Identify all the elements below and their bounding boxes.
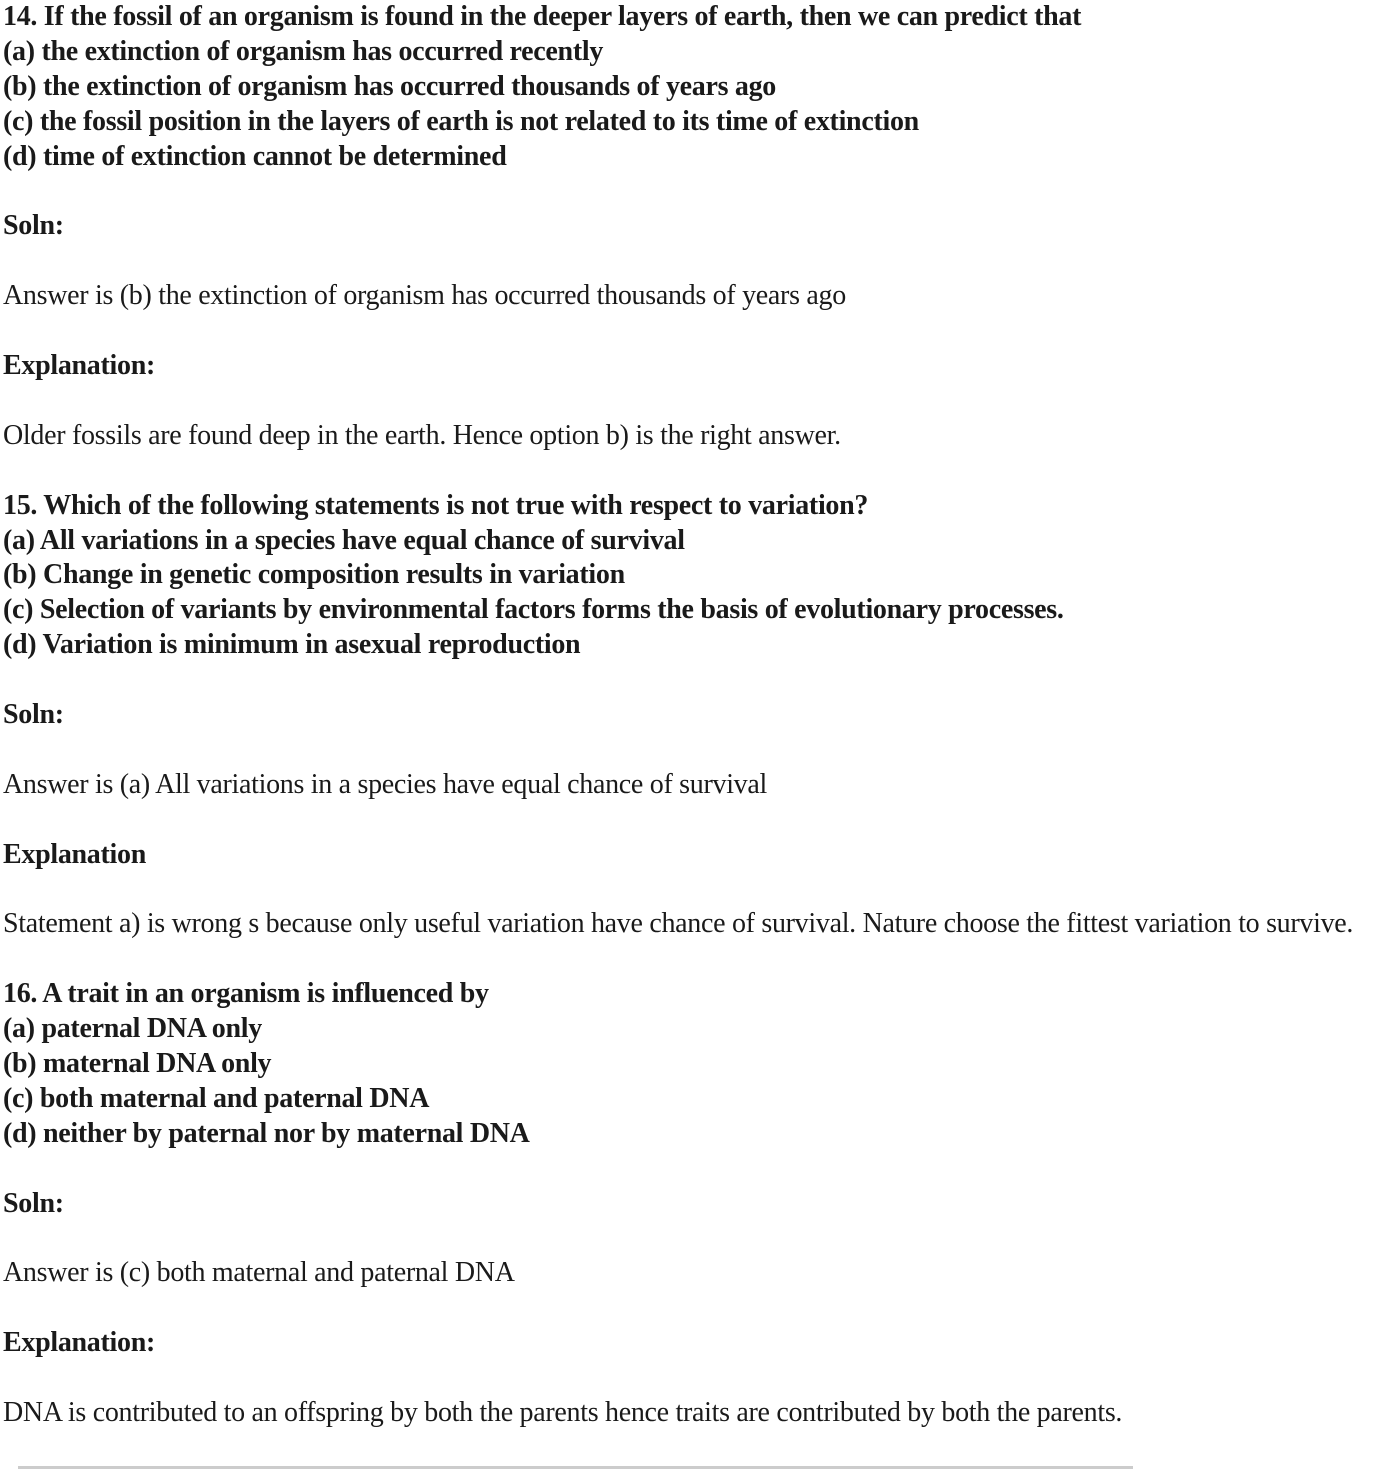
question-16-option-b: (b) maternal DNA only <box>3 1048 272 1080</box>
question-16-section <box>3 977 1376 1431</box>
question-14-section <box>3 0 1376 454</box>
question-15-option-b: (b) Change in genetic composition results in variation <box>3 559 625 591</box>
question-16-text: 16. A trait in an organism is influenced by <box>3 978 489 1010</box>
question-14-block <box>3 0 1376 175</box>
question-15-option-d: (d) Variation is minimum in asexual reproduction <box>3 629 581 661</box>
question-15-text: 15. Which of the following statements is not true with respect to variation? <box>3 489 869 521</box>
question-16-soln-heading: Soln: <box>3 1187 64 1219</box>
question-15-answer: Answer is (a) All variations in a species have equal chance of survival <box>3 768 767 800</box>
question-14-option-d: (d) time of extinction cannot be determined <box>3 140 507 172</box>
question-15-option-a: (a) All variations in a species have equal chance of survival <box>3 524 685 556</box>
question-15-soln-heading: Soln: <box>3 699 64 731</box>
question-14-explanation-heading: Explanation: <box>3 350 155 382</box>
question-16-block <box>3 977 1376 1152</box>
question-16-explanation: DNA is contributed to an offspring by both the parents hence traits are contributed by both the parents. <box>3 1397 1123 1429</box>
question-15-option-c: (c) Selection of variants by environmental factors forms the basis of evolutionary processes. <box>3 594 1064 626</box>
question-14-explanation: Older fossils are found deep in the earth. Hence option b) is the right answer. <box>3 419 841 451</box>
question-15-section <box>3 489 1376 943</box>
question-16-option-a: (a) paternal DNA only <box>3 1013 262 1045</box>
question-14-option-b: (b) the extinction of organism has occurred thousands of years ago <box>3 70 777 102</box>
question-14-option-c: (c) the fossil position in the layers of earth is not related to its time of extinction <box>3 105 919 137</box>
question-16-option-c: (c) both maternal and paternal DNA <box>3 1082 430 1114</box>
question-14-text: 14. If the fossil of an organism is found in the deeper layers of earth, then we can predict that <box>3 1 1082 32</box>
solutions-document-page <box>3 0 1376 1431</box>
question-16-explanation-heading: Explanation: <box>3 1327 155 1359</box>
question-15-explanation-heading: Explanation <box>3 838 146 870</box>
question-15-explanation: Statement a) is wrong s because only useful variation have chance of survival. Nature choose the fittest variation to survive. <box>3 908 1354 940</box>
question-16-option-d: (d) neither by paternal nor by maternal DNA <box>3 1117 530 1149</box>
question-14-soln-heading: Soln: <box>3 210 64 242</box>
question-15-block <box>3 489 1376 664</box>
question-16-answer: Answer is (c) both maternal and paternal DNA <box>3 1257 515 1289</box>
question-14-answer: Answer is (b) the extinction of organism has occurred thousands of years ago <box>3 280 846 312</box>
question-14-option-a: (a) the extinction of organism has occurred recently <box>3 35 604 67</box>
